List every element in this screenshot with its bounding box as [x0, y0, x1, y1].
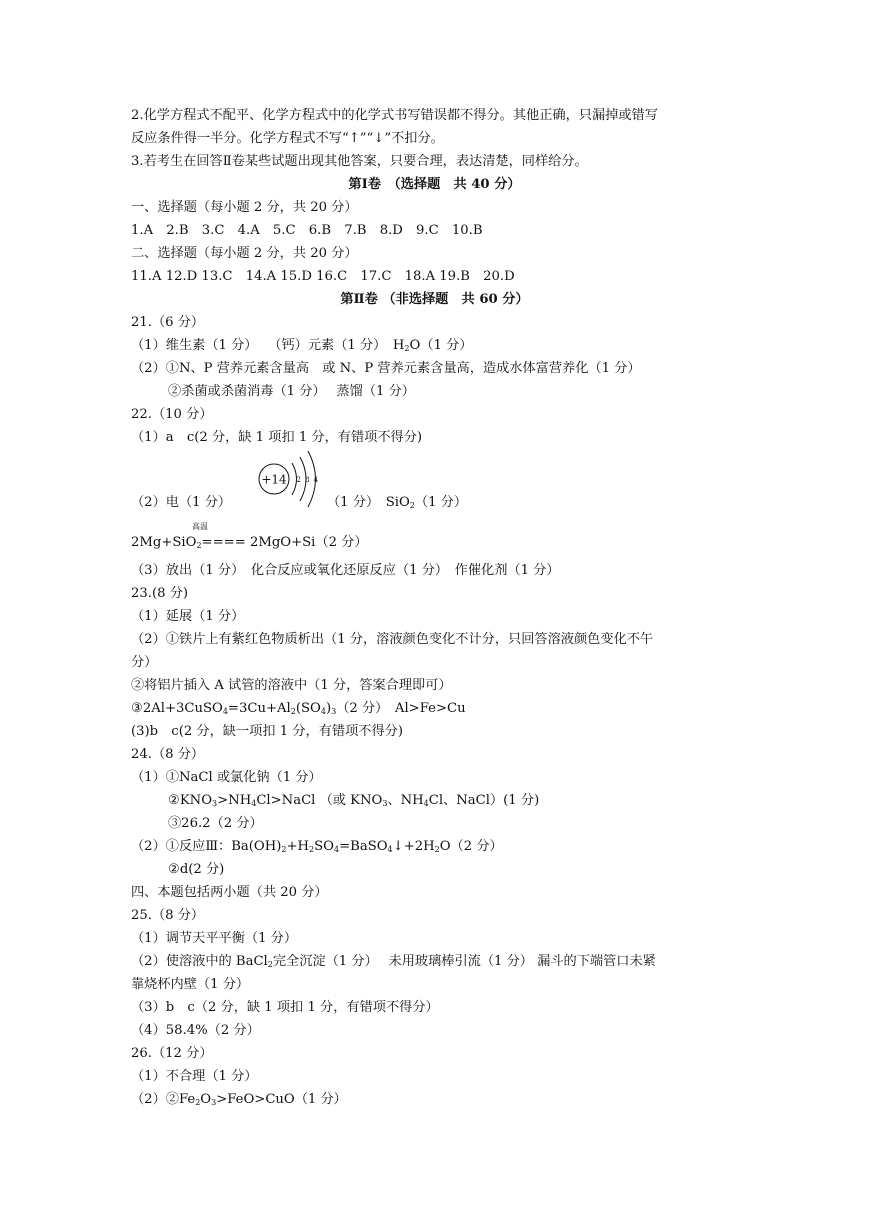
q23-heading: 23.(8 分) [131, 586, 189, 601]
q25-part3: （3）b c（2 分，缺 1 项扣 1 分，有错项不得分） [131, 1000, 439, 1015]
part-4-heading: 四、本题包括两小题（共 20 分） [131, 885, 328, 900]
q23-part3: (3)b c(2 分，缺一项扣 1 分，有错项不得分) [131, 724, 403, 739]
subscript: 4 [251, 799, 257, 808]
note-3: 3.若考生在回答Ⅱ卷某些试题出现其他答案，只要合理，表达清楚，同样给分。 [131, 154, 588, 169]
note-2-line-2: 反应条件得一半分。化学方程式不写“↑”“↓”不扣分。 [131, 131, 444, 146]
q22-part2-text: （1 分） SiO [327, 495, 410, 510]
q26-heading: 26.（12 分） [131, 1046, 213, 1061]
eq-seg: >FeO>CuO（1 分） [216, 1092, 347, 1107]
eq-seg: （2 分） Al>Fe>Cu [336, 701, 466, 716]
equation-text: 2Mg+SiO [131, 535, 197, 550]
q22-equation [131, 534, 368, 552]
subscript: 4 [222, 707, 228, 716]
subscript: 2 [309, 845, 315, 854]
q25-part4: （4）58.4%（2 分） [131, 1023, 260, 1038]
q23-part2-line1: （2）①铁片上有紫红色物质析出（1 分，溶液颜色变化不计分，只回答溶液颜色变化不午 [131, 632, 654, 647]
q21-part1-text: （1）维生素（1 分） （钙）元素（1 分） H [131, 338, 405, 353]
eq-seg: +H [286, 839, 310, 854]
subscript: 2 [290, 707, 296, 716]
section-1-heading: 第Ⅰ卷 （选择题 共 40 分） [348, 177, 521, 192]
eq-seg: Cl、NaCl）(1 分) [428, 793, 540, 808]
eq-seg: （2）①反应Ⅲ：Ba(OH) [131, 839, 282, 854]
eq-seg: =BaSO [339, 839, 388, 854]
shell-1-electrons: 2 [296, 476, 301, 484]
silicon-atom-structure-diagram [256, 446, 326, 512]
eq-seg: （2）使溶液中的 BaCl [131, 954, 268, 969]
q23-part2-2: ②将铝片插入 A 试管的溶液中（1 分，答案合理即可） [131, 678, 452, 693]
section-2-heading: 第Ⅱ卷 （非选择题 共 60 分） [340, 292, 529, 307]
q23-part2-line2: 分） [131, 655, 158, 670]
q22-part2-text-end: （1 分） [414, 495, 468, 510]
subscript: 3 [382, 799, 388, 808]
subscript: 2 [409, 501, 415, 510]
q24-part1-2 [168, 792, 539, 810]
subscript: 4 [423, 799, 429, 808]
eq-seg: 、NH [387, 793, 424, 808]
q24-heading: 24.（8 分） [131, 747, 205, 762]
q22-part2-answers [327, 494, 467, 512]
nucleus-charge: +14 [261, 472, 287, 487]
q23-part1: （1）延展（1 分） [131, 609, 245, 624]
part-2-heading: 二、选择题（每小题 2 分，共 20 分） [131, 246, 358, 261]
note-2-line-1: 2.化学方程式不配平、化学方程式中的化学式书写错误都不得分。其他正确，只漏掉或错写 [131, 108, 658, 123]
shell-3-electrons: 4 [313, 476, 318, 484]
q25-part2-line1 [131, 953, 656, 971]
subscript: 2 [404, 344, 410, 353]
subscript: 4 [320, 707, 326, 716]
subscript: 2 [196, 541, 202, 550]
q22-part2-label: （2）电（1 分） [131, 495, 232, 510]
q22-heading: 22.（10 分） [131, 407, 213, 422]
q21-part1-text-end: O（1 分） [409, 338, 473, 353]
subscript: 3 [331, 707, 337, 716]
eq-seg: 完全沉淀（1 分） 未用玻璃棒引流（1 分） 漏斗的下端管口未紧 [272, 954, 656, 969]
eq-seg: Cl>NaCl （或 KNO [256, 793, 383, 808]
subscript: 2 [195, 1098, 201, 1107]
q24-part1-1: （1）①NaCl 或氯化钠（1 分） [131, 770, 322, 785]
reaction-condition-label: 高温 [192, 522, 208, 531]
subscript: 3 [211, 1098, 217, 1107]
eq-seg: ②KNO [168, 793, 213, 808]
q22-part3: （3）放出（1 分） 化合反应或氧化还原反应（1 分） 作催化剂（1 分） [131, 563, 560, 578]
q24-part2-1 [131, 838, 503, 856]
subscript: 2 [281, 845, 287, 854]
q24-part1-3: ③26.2（2 分） [168, 816, 263, 831]
q25-heading: 25.（8 分） [131, 908, 205, 923]
part-2-answers: 11.A 12.D 13.C 14.A 15.D 16.C 17.C 18.A 19.B 20.D [131, 269, 515, 284]
shell-2-electrons: 8 [305, 476, 310, 484]
subscript: 4 [334, 845, 340, 854]
eq-seg: ③2Al+3CuSO [131, 701, 223, 716]
q26-part1: （1）不合理（1 分） [131, 1069, 258, 1084]
eq-seg: O [200, 1092, 212, 1107]
equation-text-end: ==== 2MgO+Si（2 分） [201, 535, 368, 550]
q21-part2-2: ②杀菌或杀菌消毒（1 分） 蒸馏（1 分） [168, 384, 415, 399]
eq-seg: （2）②Fe [131, 1092, 196, 1107]
part-1-answers: 1.A 2.B 3.C 4.A 5.C 6.B 7.B 8.D 9.C 10.B [131, 223, 483, 238]
eq-seg: (SO [295, 701, 321, 716]
q26-part2 [131, 1091, 347, 1109]
q24-part2-2: ②d(2 分) [168, 862, 225, 877]
part-1-heading: 一、选择题（每小题 2 分，共 20 分） [131, 200, 358, 215]
subscript: 4 [387, 845, 393, 854]
eq-seg: O（2 分） [439, 839, 503, 854]
subscript: 3 [212, 799, 218, 808]
eq-seg: >NH [217, 793, 252, 808]
q23-part2-3 [131, 700, 466, 718]
eq-seg: SO [314, 839, 334, 854]
eq-seg: =3Cu+Al [227, 701, 291, 716]
q25-part1: （1）调节天平平衡（1 分） [131, 931, 298, 946]
subscript: 2 [434, 845, 440, 854]
eq-seg: ) [325, 701, 332, 716]
q25-part2-line2: 靠烧杯内壁（1 分） [131, 977, 250, 992]
eq-seg: ↓+2H [392, 839, 435, 854]
q21-heading: 21.（6 分） [131, 315, 205, 330]
q22-part1: （1）a c(2 分，缺 1 项扣 1 分，有错项不得分) [131, 430, 423, 445]
q21-part2-1: （2）①N、P 营养元素含量高 或 N、P 营养元素含量高，造成水体富营养化（1 分） [131, 361, 641, 376]
q21-part1 [131, 337, 472, 355]
subscript: 2 [267, 960, 273, 969]
